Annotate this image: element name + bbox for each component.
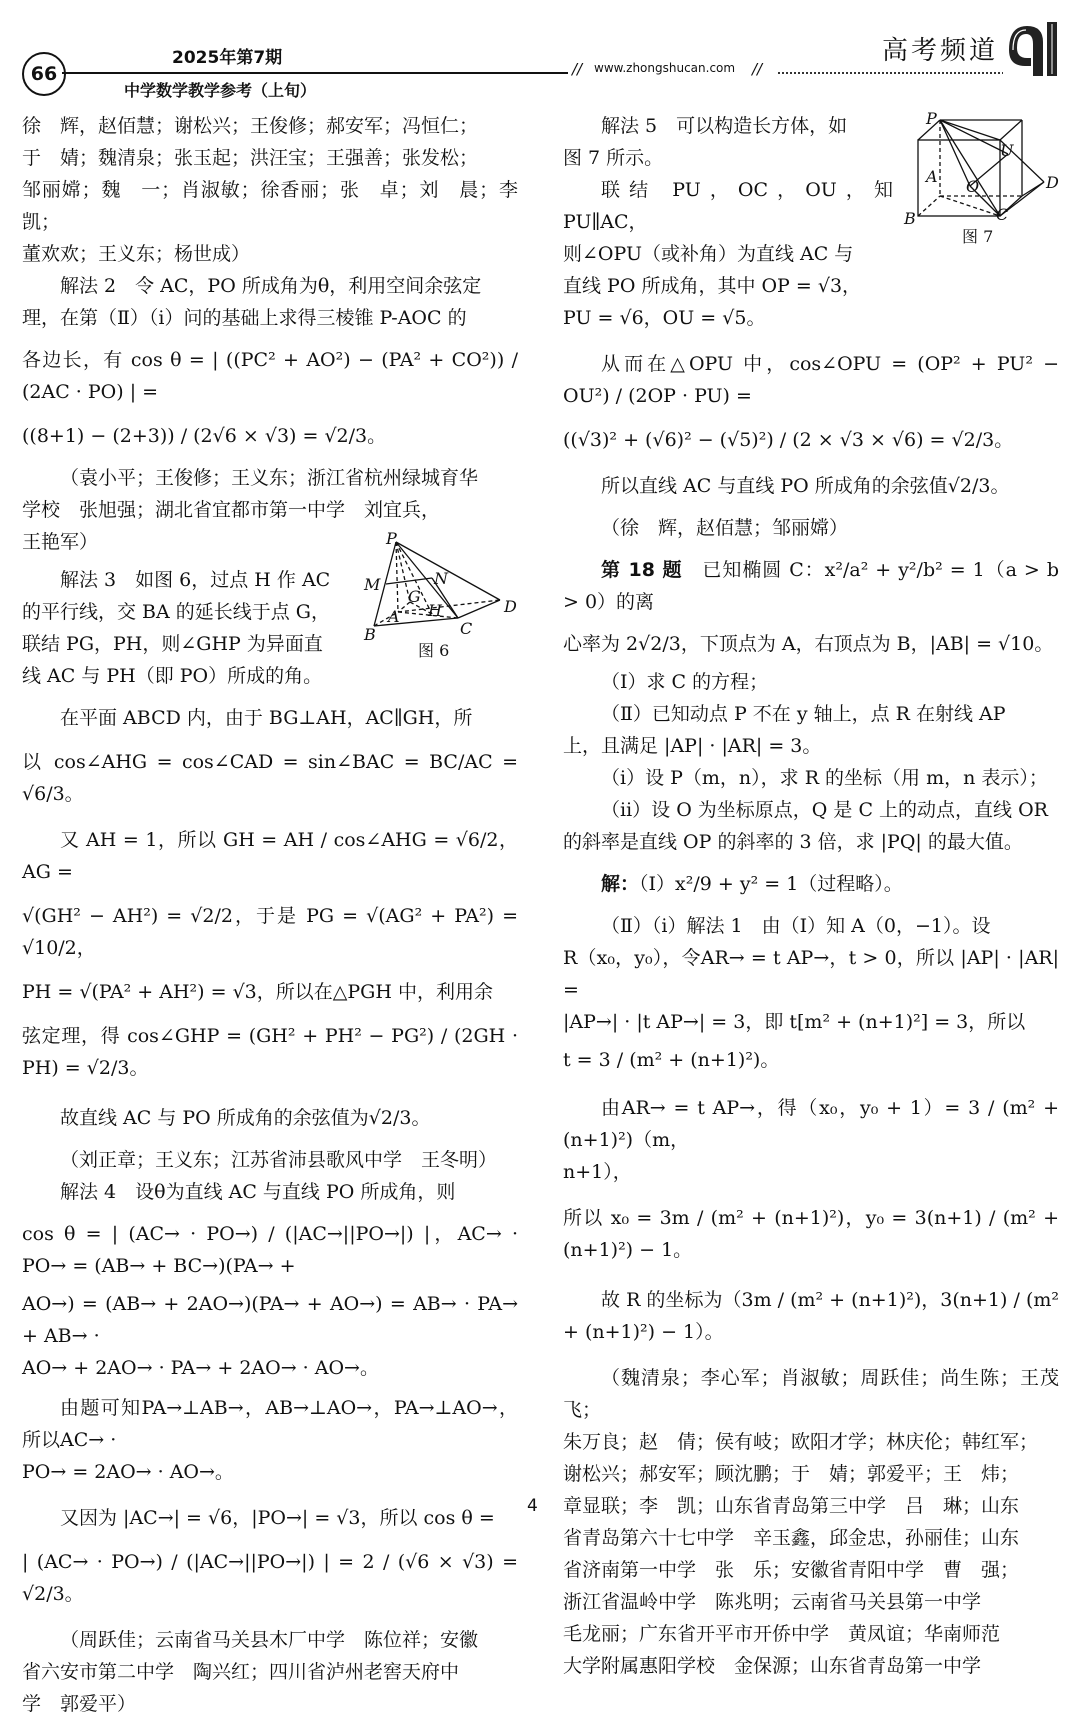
ack-line: 邹丽嫦；魏 一；肖淑敏；徐香丽；张 卓；刘 晨；李 凯； (22, 179, 538, 233)
solution-3-intro (22, 564, 352, 692)
solution-2-line: 理，在第（Ⅱ）（ⅰ）问的基础上求得三棱锥 P-AOC 的 (22, 307, 467, 329)
page-number: 66 (22, 52, 66, 96)
solution-3-conclusion: 故直线 AC 与 PO 所成角的余弦值为√2/3。 (60, 1107, 431, 1129)
solution-4-line: PO→ = 2AO→ · AO→。 (22, 1461, 234, 1483)
solution-4-formula: AO→) = (AB→ + 2AO→)(PA→ + AO→) = AB→ · PA→ + AB→ · (22, 1293, 518, 1347)
problem-18-line: 的斜率是直线 OP 的斜率的 3 倍，求 |PQ| 的最大值。 (563, 831, 1023, 853)
answer-line: R（x₀，y₀），令AR→ = t AP→，t > 0，所以 |AP| · |AR| = (563, 947, 1059, 1001)
left-column (22, 110, 538, 1720)
fig7-label: P (926, 110, 937, 128)
solution-3-line: 线 AC 与 PH（即 PO）所成的角。 (22, 665, 323, 687)
figure-6 (360, 532, 524, 662)
answer-formula: t = 3 / (m² + (n+1)²)。 (563, 1049, 780, 1071)
fig6-label: G (408, 587, 421, 606)
problem-18-part-2ii: （ⅱ）设 O 为坐标原点，Q 是 C 上的动点，直线 OR (601, 799, 1048, 821)
solution-3-line: 解法 3 如图 6，过点 H 作 AC (60, 569, 331, 591)
problem-18-text: 已知椭圆 C：x²/a² + y²/b² = 1（a > b > 0）的离 (563, 559, 1059, 613)
ack-line: 大学附属惠阳学校 金保源；山东省青岛第一中学 (563, 1655, 982, 1677)
slash-left: // (572, 60, 583, 78)
ack-line: 章显联；李 凯；山东省青岛第三中学 吕 琳；山东 (563, 1495, 1020, 1517)
journal-title: 中学数学教学参考（上旬） (124, 81, 317, 100)
fig6-label: H (428, 601, 442, 620)
answer-formula: 所以 x₀ = 3m / (m² + (n+1)²)，y₀ = 3(n+1) / (m² + (n+1)²) − 1。 (563, 1207, 1059, 1261)
fig6-label: M (364, 575, 381, 594)
ack-line: 董欢欢；王义东；杨世成） (22, 243, 251, 265)
ack-line: 朱万良；赵 倩；侯有岐；欧阳才学；林庆伦；韩红军； (563, 1431, 1039, 1453)
solution-4-formula: cos θ = | (AC→ · PO→) / (|AC→||PO→|) |，AC→ · PO→ = (AB→ + BC→)(PA→ + (22, 1223, 518, 1277)
fig7-label: C (996, 205, 1009, 224)
header-dots (778, 72, 1008, 74)
fig7-label: B (904, 209, 916, 228)
ack-line: 学 郭爱平） (22, 1693, 137, 1715)
problem-18-part-1: （Ⅰ）求 C 的方程； (601, 671, 769, 693)
ack-line: 王艳军） (22, 531, 99, 553)
fig7-label: U (1000, 141, 1014, 160)
fig6-caption: 图 6 (418, 641, 450, 660)
solution-5-line: PU = √6，OU = √5。 (563, 307, 766, 329)
answer-line: |AP→| · |t AP→| = 3，即 t[m² + (n+1)²] = 3，所以 (563, 1011, 1026, 1033)
answer-formula: 故 R 的坐标为（3m / (m² + (n+1)²)，3(n+1) / (m² + (n+1)²) − 1）。 (563, 1289, 1059, 1343)
solution-3-line: 在平面 ABCD 内，由于 BG⊥AH，AC∥GH，所 (60, 707, 473, 729)
solution-5-formula: ((√3)² + (√6)² − (√5)²) / (2 × √3 × √6) = √2/3。 (563, 429, 1014, 451)
issue-label: 2025年第7期 (172, 48, 283, 68)
ack-line: 省六安市第二中学 陶兴红；四川省泸州老窖天府中 (22, 1661, 460, 1683)
solution-3-formula: √(GH² − AH²) = √2/2，于是 PG = √(AG² + PA²) = √10/2， (22, 905, 518, 959)
fig6-label: A (388, 607, 400, 626)
solution-4-formula: | (AC→ · PO→) / (|AC→||PO→|) | = 2 / (√6 × √3) = √2/3。 (22, 1551, 518, 1605)
ack-line: 徐 辉，赵佰慧；谢松兴；王俊修；郝安军；冯恒仁； (22, 115, 479, 137)
channel-title: 高考频道 (882, 36, 999, 66)
header-rule (62, 72, 568, 74)
ack-line: （袁小平；王俊修；王义东；浙江省杭州绿城育华 (60, 467, 479, 489)
problem-18-part-2: （Ⅱ）已知动点 P 不在 y 轴上，点 R 在射线 AP (601, 703, 1006, 725)
ack-line: 省济南第一中学 张 乐；安徽省青阳中学 曹 强； (563, 1559, 1020, 1581)
fig7-caption: 图 7 (962, 227, 994, 246)
ack-line: 毛龙丽；广东省开平市开侨中学 黄凤谊；华南师范 (563, 1623, 1001, 1645)
solution-3-formula: 以 cos∠AHG = cos∠CAD = sin∠BAC = BC/AC = √6/3。 (22, 751, 518, 805)
fig7-label: D (1046, 173, 1059, 192)
fig6-label: B (364, 625, 376, 644)
ack-line: （魏清泉；李心军；肖淑敏；周跃佳；尚生陈；王茂飞； (563, 1367, 1059, 1421)
solution-4-line: 又因为 |AC→| = √6，|PO→| = √3，所以 cos θ = (60, 1507, 495, 1529)
right-column (563, 110, 1059, 1682)
solution-3-formula: 又 AH = 1，所以 GH = AH / cos∠AHG = √6/2，AG = (22, 829, 518, 883)
solution-4-line: 解法 4 设θ为直线 AC 与直线 PO 所成角，则 (60, 1181, 456, 1203)
answer-line: n+1）， (563, 1161, 632, 1183)
ack-line: （徐 辉，赵佰慧；邹丽嫦） (601, 517, 849, 539)
answer-part-1 (563, 868, 1059, 900)
solution-5-line: 直线 PO 所成角，其中 OP = √3， (563, 275, 862, 297)
journal-url: www.zhongshucan.com (594, 61, 736, 75)
fig6-label: D (504, 597, 517, 616)
solution-2-formula: 各边长，有 cos θ = | ((PC² + AO²) − (PA² + CO²)) / (2AC · PO) | = (22, 349, 518, 403)
solution-3-line: 的平行线，交 BA 的延长线于点 G， (22, 601, 330, 623)
fig7-label: O (966, 177, 980, 196)
problem-18-statement (563, 554, 1059, 618)
slash-right: // (752, 60, 763, 78)
solution-3-formula: PH = √(PA² + AH²) = √3，所以在△PGH 中，利用余 (22, 981, 493, 1003)
page-marker: 4 (527, 1496, 538, 1516)
answer-formula: 由AR→ = t AP→，得（x₀，y₀ + 1）= 3 / (m² + (n+1)²)（m， (563, 1097, 1059, 1151)
ack-line: （周跃佳；云南省马关县木厂中学 陈位祥；安徽 (60, 1629, 479, 1651)
solution-5-formula: 从而在△OPU 中，cos∠OPU = (OP² + PU² − OU²) / (2OP · PU) = (563, 353, 1059, 407)
page-header (0, 0, 1080, 110)
ack-line: 浙江省温岭中学 陈兆明；云南省马关县第一中学 (563, 1591, 982, 1613)
solution-5-intro (563, 110, 893, 334)
solution-4-line: 由题可知PA→⊥AB→，AB→⊥AO→，PA→⊥AO→，所以AC→ · (22, 1397, 518, 1451)
figure-7 (900, 110, 1062, 252)
solution-4-formula: AO→ + 2AO→ · PA→ + 2AO→ · AO→。 (22, 1357, 379, 1379)
solution-5-line: 联结 PU，OC，OU，知 PU∥AC， (563, 179, 893, 233)
answer-label: 解： (601, 873, 640, 895)
answer-line: （Ⅱ）（ⅰ）解法 1 由（Ⅰ）知 A（0，−1）。设 (601, 915, 991, 937)
solution-5-line: 解法 5 可以构造长方体，如 (601, 115, 848, 137)
problem-18-line: 心率为 2√2/3，下顶点为 A，右顶点为 B，|AB| = √10。 (563, 633, 1054, 655)
solution-5-line: 图 7 所示。 (563, 147, 664, 169)
solution-2-formula: ((8+1) − (2+3)) / (2√6 × √3) = √2/3。 (22, 425, 387, 447)
fig6-label: P (386, 532, 397, 548)
problem-number: 第 18 题 (601, 559, 683, 581)
solution-5-line: 则∠OPU（或补角）为直线 AC 与 (563, 243, 854, 265)
ack-line: 省青岛第六十七中学 辛玉鑫，邱金忠，孙丽佳；山东 (563, 1527, 1020, 1549)
solution-5-conclusion: 所以直线 AC 与直线 PO 所成角的余弦值√2/3。 (601, 475, 1010, 497)
solution-3-formula: 弦定理，得 cos∠GHP = (GH² + PH² − PG²) / (2GH · PH) = √2/3。 (22, 1025, 518, 1079)
channel-logo-icon (1003, 20, 1059, 80)
fig6-label: N (434, 569, 448, 588)
ack-line: 学校 张旭强；湖北省宜都市第一中学 刘宜兵， (22, 499, 441, 521)
solution-2-line: 解法 2 令 AC，PO 所成角为θ，利用空间余弦定 (60, 275, 482, 297)
answer-part-1-text: （Ⅰ）x²/9 + y² = 1（过程略）。 (639, 873, 903, 895)
problem-18-line: 上，且满足 |AP| · |AR| = 3。 (563, 735, 822, 757)
fig6-label: C (460, 619, 473, 638)
ack-line: （刘正章；王义东；江苏省沛县歌风中学 王冬明） (60, 1149, 498, 1171)
ack-line: 谢松兴；郝安军；顾沈鹏；于 婧；郭爱平；王 炜； (563, 1463, 1020, 1485)
ack-line: 于 婧；魏清泉；张玉起；洪汪宝；王强善；张发松； (22, 147, 479, 169)
problem-18-part-2i: （ⅰ）设 P（m，n），求 R 的坐标（用 m，n 表示）； (601, 767, 1048, 789)
solution-3-line: 联结 PG，PH，则∠GHP 为异面直 (22, 633, 323, 655)
fig7-label: A (926, 167, 938, 186)
